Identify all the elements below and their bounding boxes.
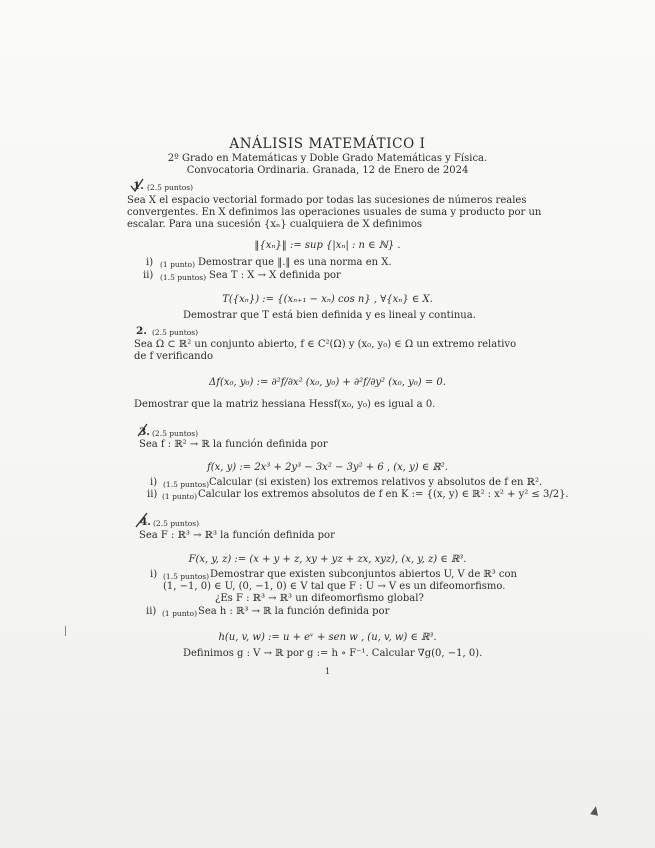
checkmark-icon bbox=[129, 177, 145, 193]
problem-4-conclusion: Definimos g : V → ℝ por g := h ∘ F⁻¹. Calcular ∇g(0, −1, 0). bbox=[183, 648, 483, 659]
problem-4-part-i-text-3: ¿Es F : ℝ³ → ℝ³ un difeomorfismo global? bbox=[215, 593, 424, 604]
problem-2-intro-line-2: de f verificando bbox=[134, 351, 214, 362]
problem-3-number: 3. bbox=[139, 426, 150, 438]
problem-1-part-ii-text: Sea T : X → X definida por bbox=[209, 270, 341, 281]
problem-4-number: 4. bbox=[140, 516, 151, 528]
problem-3-part-ii-points: (1 punto) bbox=[162, 492, 197, 501]
slash-mark-icon bbox=[135, 422, 151, 438]
problem-1-number: 1. bbox=[133, 180, 144, 192]
problem-4-part-i-label: i) bbox=[150, 569, 158, 580]
problem-3-part-i-points: (1.5 puntos) bbox=[163, 480, 210, 489]
problem-2-conclusion: Demostrar que la matriz hessiana Hessf(x₀, y₀) es igual a 0. bbox=[134, 399, 436, 410]
problem-3-part-ii-text: Calcular los extremos absolutos de f en K := {(x, y) ∈ ℝ² : x² + y² ≤ 3/2}. bbox=[198, 489, 569, 500]
problem-1-part-i-points: (1 punto) bbox=[160, 260, 195, 269]
problem-3-part-ii-label: ii) bbox=[147, 489, 158, 500]
problem-4-part-ii-points: (1 punto) bbox=[162, 609, 197, 618]
problem-1-intro-line-1: Sea X el espacio vectorial formado por todas las sucesiones de números reales bbox=[127, 195, 527, 206]
problem-1-norm-formula: ‖{xₙ}‖ := sup {|xₙ| : n ∈ ℕ} . bbox=[254, 240, 401, 251]
corner-mark bbox=[590, 805, 600, 815]
problem-4-part-ii-label: ii) bbox=[146, 606, 157, 617]
problem-1-conclusion: Demostrar que T está bien definida y es lineal y continua. bbox=[183, 310, 476, 321]
problem-2-number: 2. bbox=[136, 325, 147, 337]
problem-4-intro: Sea F : ℝ³ → ℝ³ la función definida por bbox=[139, 530, 335, 541]
problem-3-intro: Sea f : ℝ² → ℝ la función definida por bbox=[139, 439, 328, 450]
problem-1-points: (2.5 puntos) bbox=[147, 183, 194, 192]
problem-4-h-formula: h(u, v, w) := u + eᵛ + sen w , (u, v, w) ∈ ℝ³. bbox=[218, 632, 437, 643]
problem-1-part-ii-label: ii) bbox=[143, 270, 154, 281]
problem-2-points: (2.5 puntos) bbox=[152, 328, 199, 337]
problem-4-part-ii-text: Sea h : ℝ³ → ℝ la función definida por bbox=[198, 606, 390, 617]
problem-1-intro-line-2: convergentes. En X definimos las operaciones usuales de suma y producto por un bbox=[127, 207, 542, 218]
problem-1-part-i-label: i) bbox=[146, 257, 154, 268]
problem-1-part-i-text: Demostrar que ‖.‖ es una norma en X. bbox=[198, 257, 392, 268]
problem-4-part-i-text-2: (1, −1, 0) ∈ U, (0, −1, 0) ∈ V tal que F : U → V es un difeomorfismo. bbox=[163, 581, 506, 592]
exam-session: Convocatoria Ordinaria. Granada, 12 de Enero de 2024 bbox=[186, 165, 469, 176]
problem-4-part-i-points: (1.5 puntos) bbox=[163, 572, 210, 581]
problem-4-function-formula: F(x, y, z) := (x + y + z, xy + yz + zx, xyz), (x, y, z) ∈ ℝ³. bbox=[188, 554, 467, 565]
problem-3-part-i-text: Calcular (si existen) los extremos relativos y absolutos de f en ℝ². bbox=[209, 477, 543, 488]
exam-title: ANÁLISIS MATEMÁTICO I bbox=[229, 136, 426, 152]
margin-mark bbox=[65, 626, 66, 636]
problem-1-intro-line-3: escalar. Para una sucesión {xₙ} cualquiera de X definimos bbox=[127, 219, 423, 230]
page-number: 1 bbox=[324, 667, 331, 676]
exam-subtitle: 2º Grado en Matemáticas y Doble Grado Matemáticas y Física. bbox=[167, 153, 488, 164]
problem-4-part-i-text-1: Demostrar que existen subconjuntos abiertos U, V de ℝ³ con bbox=[210, 569, 517, 580]
problem-4-points: (2.5 puntos) bbox=[153, 519, 200, 528]
problem-3-points: (2.5 puntos) bbox=[152, 429, 199, 438]
problem-2-intro-line-1: Sea Ω ⊂ ℝ² un conjunto abierto, f ∈ C²(Ω) y (x₀, y₀) ∈ Ω un extremo relativo bbox=[134, 339, 517, 350]
problem-3-function-formula: f(x, y) := 2x³ + 2y³ − 3x² − 3y² + 6 , (x, y) ∈ ℝ². bbox=[207, 462, 448, 473]
problem-1-part-ii-points: (1.5 puntos) bbox=[160, 273, 207, 282]
slash-mark-icon bbox=[133, 510, 151, 530]
problem-3-part-i-label: i) bbox=[150, 477, 158, 488]
problem-2-laplacian-formula: Δf(x₀, y₀) := ∂²f/∂x² (x₀, y₀) + ∂²f/∂y² (x₀, y₀) = 0. bbox=[209, 377, 446, 388]
problem-1-operator-formula: T({xₙ}) := {(xₙ₊₁ − xₙ) cos n} , ∀{xₙ} ∈ X. bbox=[222, 294, 433, 305]
